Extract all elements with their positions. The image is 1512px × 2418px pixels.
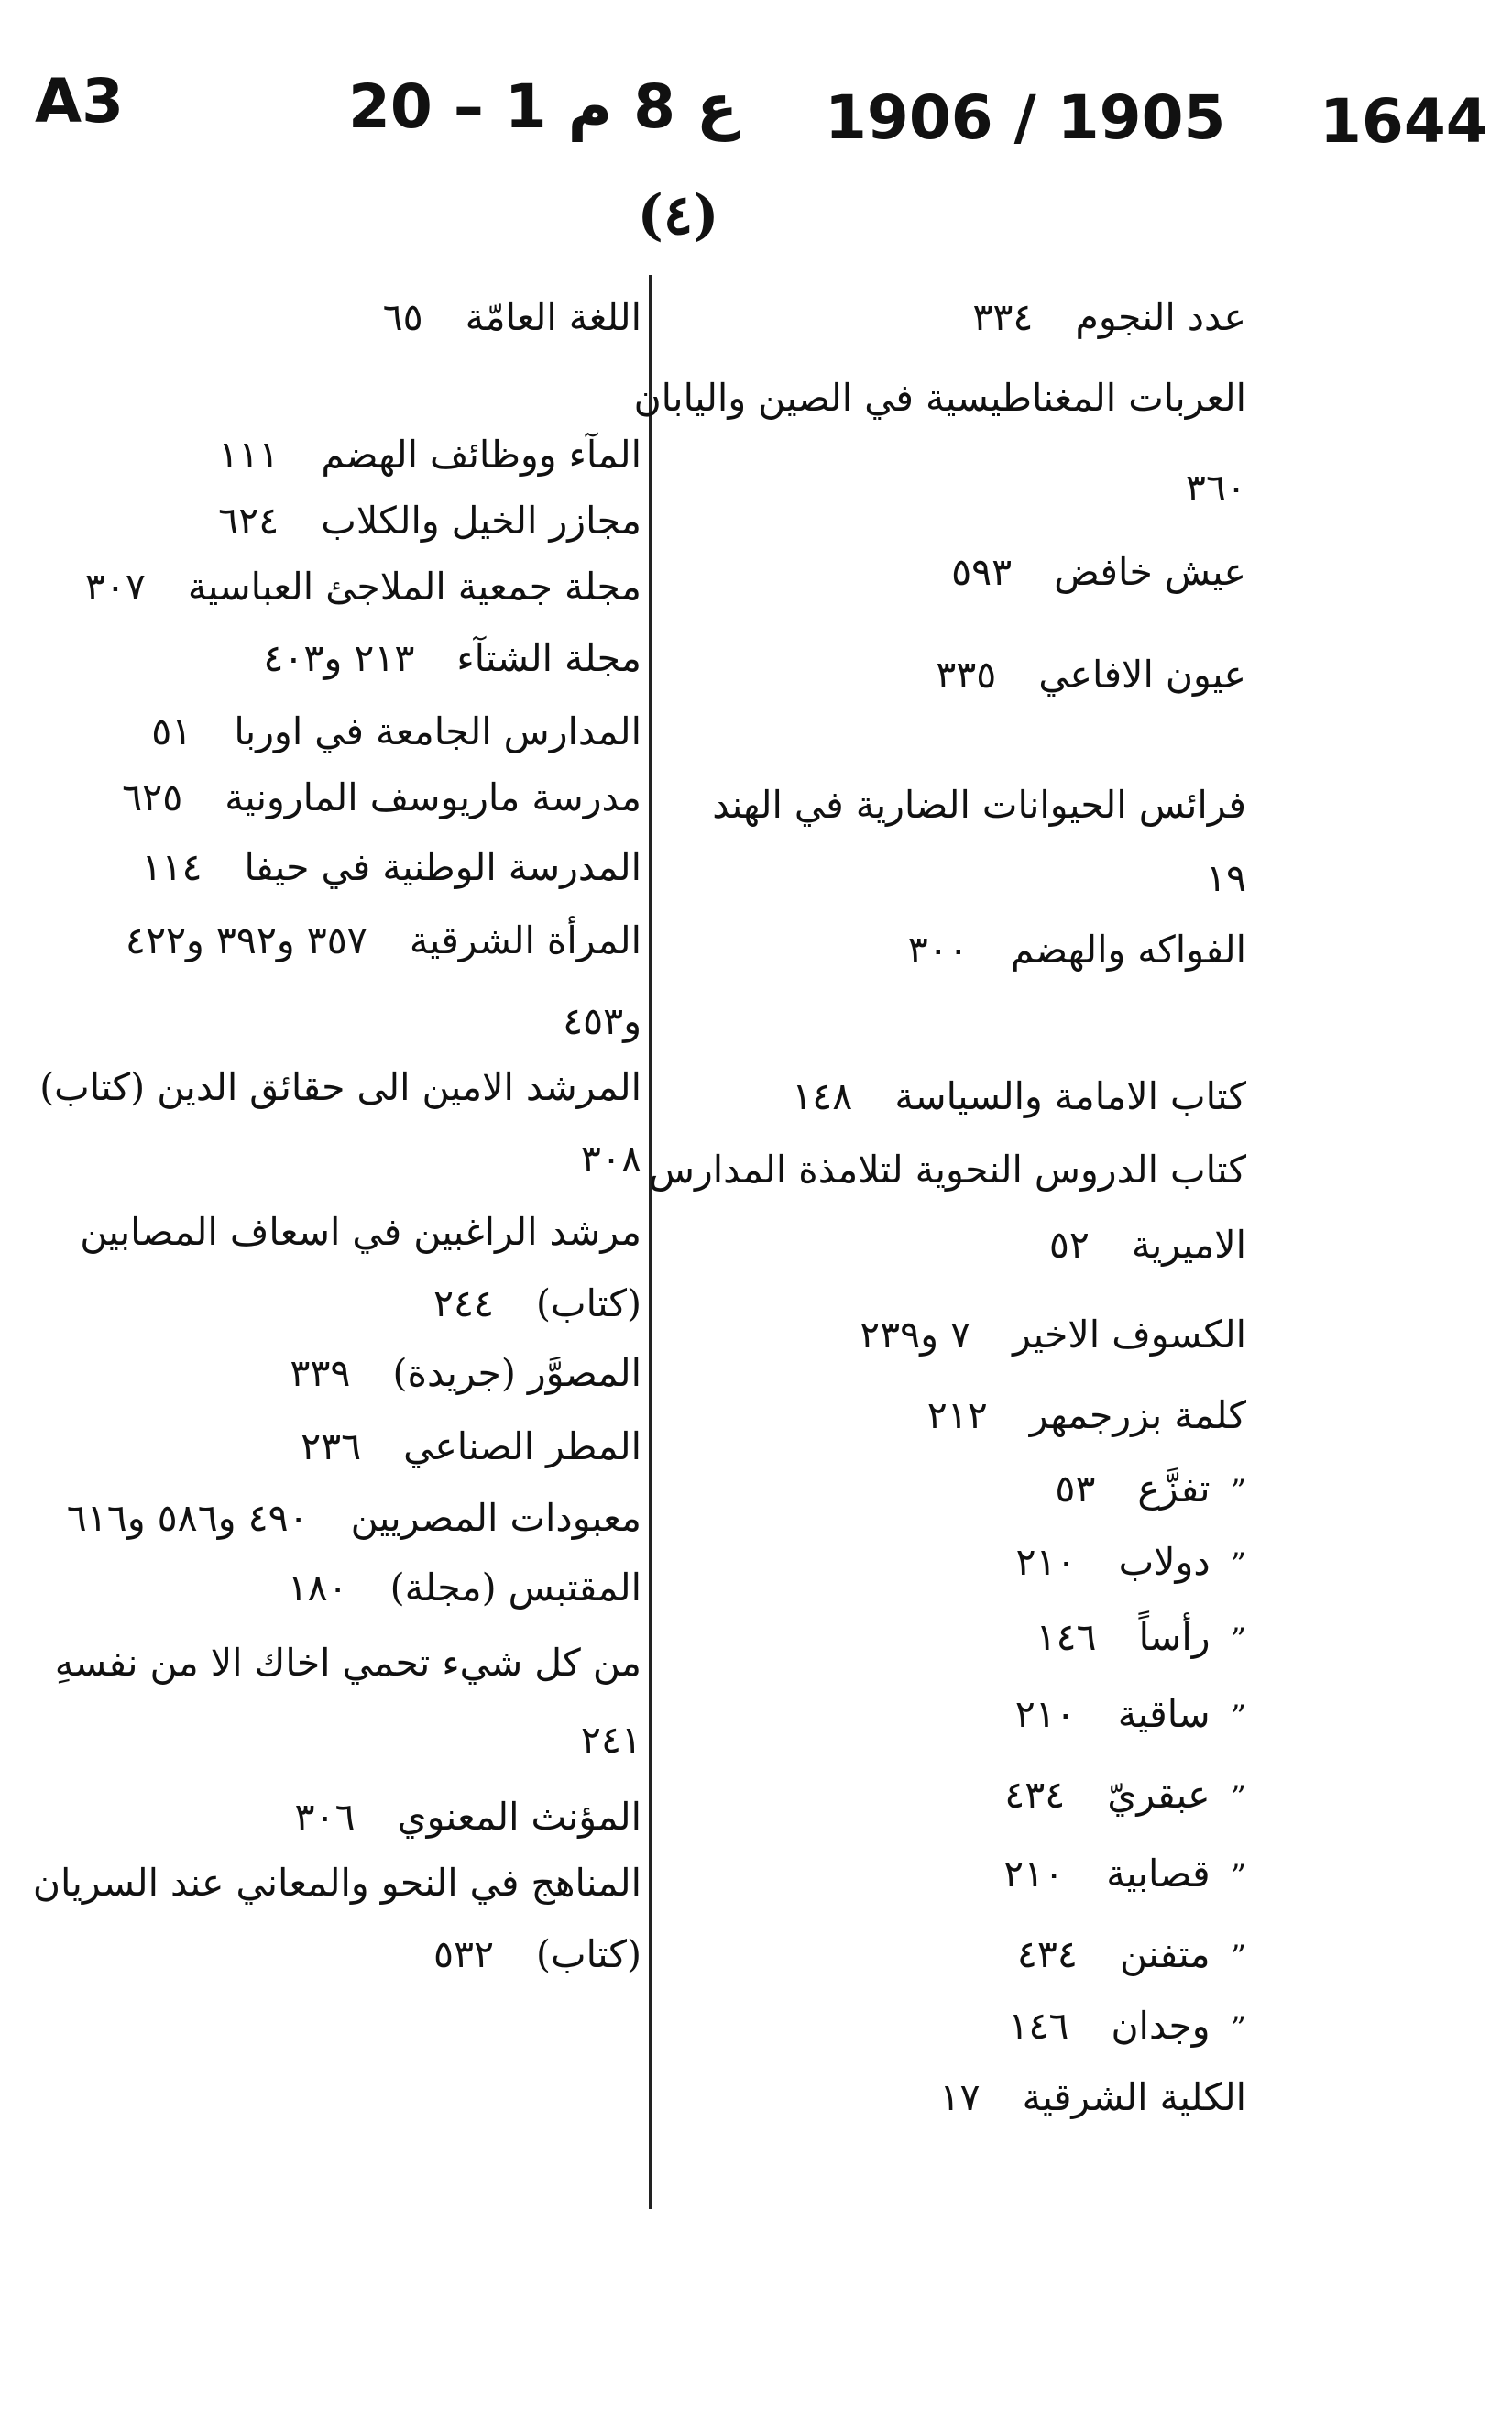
index-entry: [860, 1309, 1246, 1360]
ditto-mark: ”: [1230, 1858, 1246, 1895]
index-entry: [263, 632, 641, 684]
index-entry: [1008, 2000, 1246, 2054]
index-entry: [792, 1071, 1246, 1122]
entry-title: الكسوف الاخير: [1013, 1313, 1246, 1357]
entry-page-numbers: ٣٠٧: [84, 565, 146, 609]
ditto-mark: ”: [1230, 1621, 1246, 1658]
index-entry: [383, 291, 641, 343]
entry-title: اللغة العامّة: [465, 295, 641, 339]
index-entry: [218, 495, 641, 546]
entry-page-numbers: ٤٩٠ و٥٨٦ و٦١٦: [66, 1496, 309, 1540]
entry-page-numbers: ١٤٨: [792, 1074, 853, 1118]
handwritten-code: A3: [35, 66, 125, 137]
entry-title: الفواكه والهضم: [1010, 928, 1246, 972]
entry-title: مرشد الراغبين في اسعاف المصابين: [80, 1210, 641, 1254]
index-entry: [1049, 1219, 1246, 1270]
index-entry: [563, 995, 641, 1047]
entry-title: كلمة بزرجمهر: [1029, 1393, 1246, 1437]
index-entry: [301, 1421, 641, 1472]
index-entry: [1004, 1769, 1246, 1823]
index-entry: [55, 1637, 641, 1688]
entry-title: و٤٥٣: [563, 999, 641, 1043]
entry-title: العربات المغناطيسية في الصين واليابان: [633, 376, 1246, 420]
entry-page-numbers: ٢١٠: [1014, 1692, 1076, 1736]
entry-title: ساقية: [1117, 1692, 1211, 1736]
index-entry: [1017, 1929, 1246, 1983]
index-entry: [1055, 1463, 1246, 1517]
ditto-mark: ”: [1230, 1779, 1246, 1816]
handwritten-number: 1644: [1320, 86, 1488, 157]
entry-title: (كتاب): [536, 1932, 641, 1976]
index-entry: [1035, 1611, 1246, 1665]
entry-page-numbers: ٢١٢: [926, 1393, 988, 1437]
index-entry: [939, 2072, 1246, 2123]
page-number: (٤): [637, 183, 719, 247]
index-entry: [294, 1791, 641, 1842]
entry-title: عبقريّ: [1107, 1773, 1211, 1817]
entry-title: معبودات المصريين: [350, 1496, 641, 1540]
entry-page-numbers: ١٧: [939, 2075, 981, 2119]
index-entry: [1186, 462, 1246, 513]
entry-title: المصوَّر (جريدة): [392, 1351, 641, 1395]
index-entry: [290, 1347, 641, 1399]
index-entry: [67, 1492, 641, 1544]
entry-page-numbers: ٥٩٣: [951, 550, 1013, 594]
entry-title: مجلة جمعية الملاجئ العباسية: [187, 565, 641, 609]
index-entry: [80, 1206, 641, 1258]
entry-page-numbers: ٦٢٤: [218, 499, 279, 543]
entry-title: المدارس الجامعة في اوربا: [234, 709, 641, 753]
entry-page-numbers: ٥٣: [1055, 1467, 1096, 1511]
entry-title: (كتاب): [536, 1281, 641, 1325]
entry-title: متفنن: [1119, 1932, 1211, 1976]
index-entry: [433, 1278, 641, 1329]
index-entry: [712, 779, 1246, 830]
entry-title: تفزَّع: [1137, 1467, 1211, 1511]
column-divider: [649, 275, 652, 2209]
entry-page-numbers: ٢١٣ و٤٠٣: [263, 636, 415, 680]
index-entry: [634, 372, 1246, 423]
index-entry: [1015, 1536, 1246, 1590]
entry-page-numbers: ٦٢٥: [122, 775, 183, 819]
entry-title: المآء ووظائف الهضم: [321, 433, 641, 477]
entry-title: دولاب: [1118, 1540, 1211, 1584]
index-entry: [1003, 1848, 1246, 1902]
index-entry: [126, 915, 641, 966]
index-entry: [288, 1562, 641, 1613]
index-entry: [151, 706, 641, 757]
index-entry: [141, 841, 641, 893]
index-entry: [972, 291, 1246, 343]
entry-title: مدرسة ماريوسف المارونية: [225, 775, 641, 819]
entry-title: ٣٦٠: [1185, 466, 1246, 510]
entry-title: المناهج في النحو والمعاني عند السريان: [32, 1861, 641, 1905]
entry-page-numbers: ١١١: [218, 433, 279, 477]
entry-page-numbers: ١١٤: [141, 845, 203, 889]
entry-title: فرائس الحيوانات الضارية في الهند: [712, 783, 1246, 827]
index-entry: [1015, 1688, 1246, 1742]
entry-page-numbers: ٣٣٤: [972, 295, 1034, 339]
entry-page-numbers: ٣٣٩: [290, 1351, 351, 1395]
entry-page-numbers: ١٤٦: [1035, 1615, 1097, 1659]
ditto-mark: ”: [1230, 1939, 1246, 1975]
entry-title: وجدان: [1111, 2004, 1211, 2048]
entry-title: ١٩: [1205, 856, 1246, 900]
entry-title: من كل شيء تحمي اخاك الا من نفسهِ: [54, 1641, 641, 1685]
ditto-mark: ”: [1230, 1698, 1246, 1735]
entry-page-numbers: ٤٣٤: [1004, 1773, 1066, 1817]
index-entry: [433, 1929, 641, 1980]
index-entry: [39, 1061, 641, 1113]
entry-page-numbers: ٦٥: [382, 295, 423, 339]
ditto-mark: ”: [1230, 1546, 1246, 1583]
entry-page-numbers: ٣٣٥: [936, 653, 997, 697]
entry-page-numbers: ٥٣٢: [433, 1932, 495, 1976]
entry-page-numbers: ٧ و٢٣٩: [860, 1313, 971, 1357]
entry-title: قصابية: [1106, 1852, 1211, 1896]
index-entry: [1206, 852, 1246, 904]
index-entry: [936, 649, 1246, 700]
entry-title: ٣٠٨: [580, 1137, 641, 1181]
entry-title: المرأة الشرقية: [409, 918, 641, 962]
index-entry: [581, 1714, 641, 1765]
entry-title: عدد النجوم: [1075, 295, 1246, 339]
index-entry: [649, 1144, 1246, 1195]
handwritten-years: 1906 / 1905: [825, 82, 1226, 153]
entry-title: عيون الافاعي: [1038, 653, 1246, 697]
index-entry: [218, 429, 641, 480]
index-entry: [951, 546, 1246, 598]
entry-page-numbers: ٢١٠: [1003, 1852, 1065, 1896]
entry-title: رأساً: [1138, 1615, 1211, 1659]
entry-title: عيش خافض: [1054, 550, 1246, 594]
index-entry: [908, 924, 1246, 975]
entry-page-numbers: ٥١: [151, 709, 192, 753]
index-entry: [85, 561, 641, 612]
entry-title: مجلة الشتآء: [456, 636, 641, 680]
entry-page-numbers: ٢٤٤: [433, 1281, 495, 1325]
ditto-mark: ”: [1230, 2010, 1246, 2047]
entry-page-numbers: ٢٣٦: [301, 1424, 362, 1468]
ditto-mark: ”: [1230, 1473, 1246, 1510]
entry-title: المطر الصناعي: [403, 1424, 641, 1468]
entry-page-numbers: ١٨٠: [287, 1566, 348, 1610]
entry-title: المقتبس (مجلة): [389, 1566, 641, 1610]
entry-title: كتاب الامامة والسياسة: [894, 1074, 1246, 1118]
entry-title: ٢٤١: [580, 1718, 641, 1762]
index-entry: [927, 1390, 1246, 1441]
entry-page-numbers: ٣٥٧ و٣٩٢ و٤٢٢: [125, 918, 367, 962]
entry-page-numbers: ٤٣٤: [1016, 1932, 1078, 1976]
entry-page-numbers: ١٤٦: [1008, 2004, 1069, 2048]
entry-title: مجازر الخيل والكلاب: [321, 499, 641, 543]
entry-title: الكلية الشرقية: [1022, 2075, 1246, 2119]
entry-page-numbers: ٢١٠: [1015, 1540, 1077, 1584]
index-entry: [122, 772, 641, 823]
index-entry: [581, 1133, 641, 1184]
entry-page-numbers: ٣٠٦: [294, 1795, 356, 1839]
entry-page-numbers: ٣٠٠: [907, 928, 969, 972]
entry-title: المرشد الامين الى حقائق الدين (كتاب): [39, 1065, 641, 1109]
handwritten-reference: 20 – 1 ع 8 م: [348, 71, 739, 142]
entry-title: الاميرية: [1131, 1223, 1246, 1267]
entry-title: المدرسة الوطنية في حيفا: [244, 845, 641, 889]
entry-title: المؤنث المعنوي: [397, 1795, 641, 1839]
index-entry: [33, 1857, 641, 1908]
entry-title: كتاب الدروس النحوية لتلامذة المدارس: [648, 1148, 1246, 1192]
entry-page-numbers: ٥٢: [1048, 1223, 1090, 1267]
